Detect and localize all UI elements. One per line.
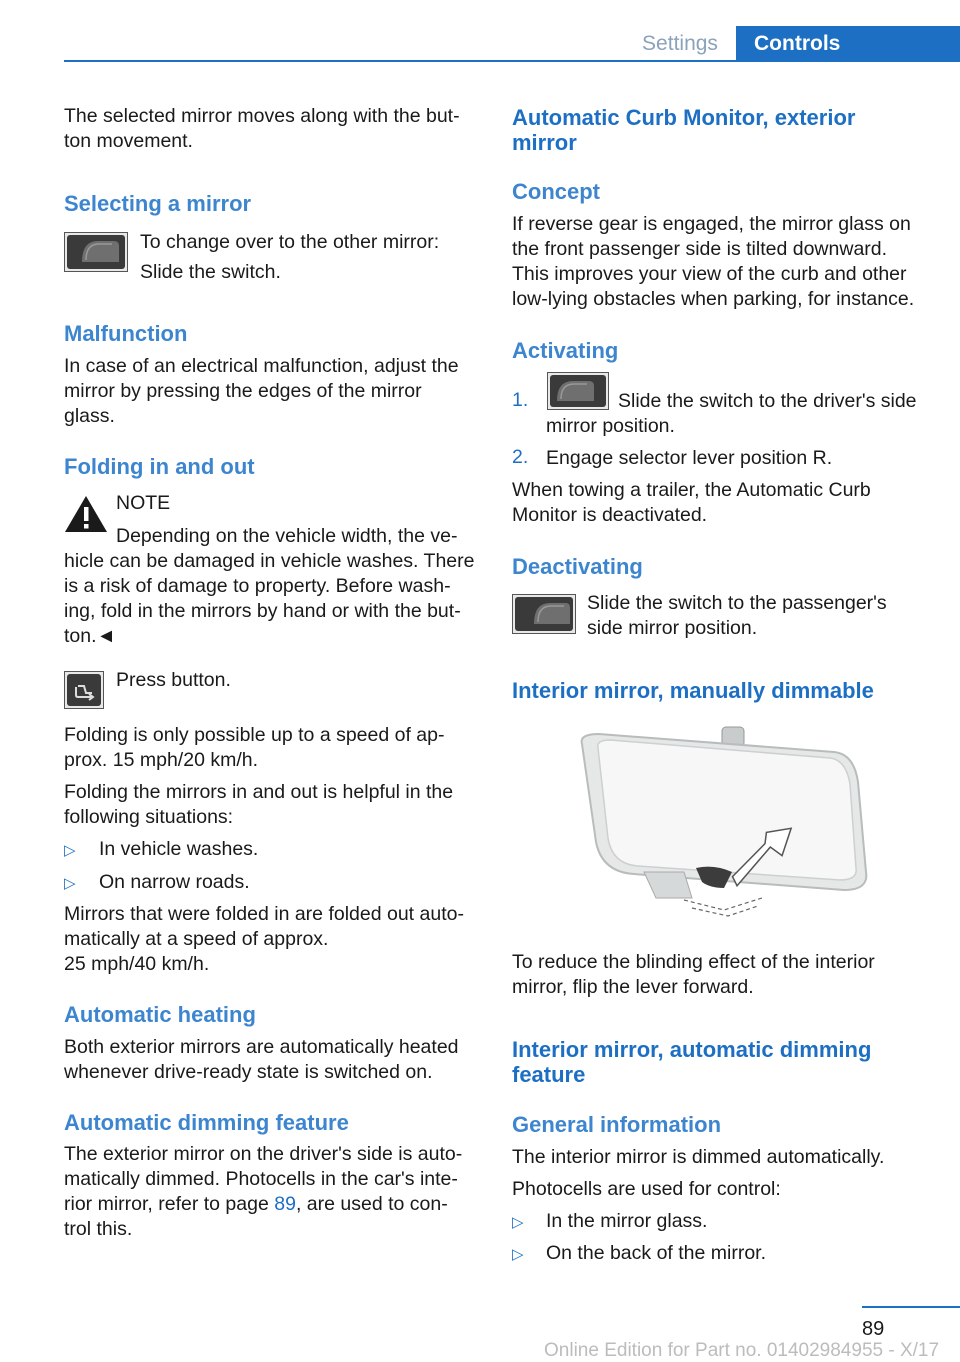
bullet-marker: ▷ [64,875,76,892]
deactivating-heading: Deactivating [512,554,643,579]
concept-line-3: This improves your view of the curb and other [512,263,907,285]
deactivating-line-1: Slide the switch to the passenger's [587,592,887,614]
heating-line-2: whenever drive-ready state is switched on. [64,1061,433,1083]
tab-settings[interactable]: Settings [642,32,718,55]
mirror-switch-icon [547,372,609,410]
note-line-4: ing, fold in the mirrors by hand or with the but- [64,600,461,622]
auto-dimming-heading-line-1: Interior mirror, automatic dimming [512,1037,872,1062]
curb-heading-line-1: Automatic Curb Monitor, exterior [512,105,856,130]
folding-heading: Folding in and out [64,454,255,479]
general-info-heading: General information [512,1112,722,1137]
towing-line-1: When towing a trailer, the Automatic Curb [512,479,871,501]
edition-footer: Online Edition for Part no. 01402984955 - X/17 [544,1340,940,1361]
selecting-line-1: To change over to the other mirror: [140,231,440,253]
selecting-heading: Selecting a mirror [64,191,252,216]
concept-line-2: the front passenger side is tilted downward. [512,238,888,260]
bullet-marker: ▷ [64,842,76,859]
dimming-line-3 [64,1192,448,1217]
auto-fold-line-3: 25 mph/40 km/h. [64,953,210,975]
concept-heading: Concept [512,179,600,204]
malfunction-line-2: mirror by pressing the edges of the mirror [64,380,422,402]
step-2-text: Engage selector lever position R. [546,447,833,469]
step-2-number: 2. [512,446,529,468]
dimming-line-1: The exterior mirror on the driver's side is auto- [64,1143,463,1165]
mirror-switch-icon [64,232,128,272]
auto-fold-line-1: Mirrors that were folded in are folded out auto- [64,903,464,925]
malfunction-line-3: glass. [64,405,115,427]
intro-line-2: ton movement. [64,130,193,152]
mirror-switch-icon [512,594,576,634]
note-line-2: hicle can be damaged in vehicle washes. There [64,550,475,572]
manual-dimmable-heading: Interior mirror, manually dimmable [512,678,874,703]
general-line-2: Photocells are used for control: [512,1178,781,1200]
auto-dimming-heading-line-2: feature [512,1062,586,1087]
dimming-line-3-post: , are used to con- [295,1193,448,1215]
speed-line-1: Folding is only possible up to a speed of ap- [64,724,445,746]
note-line-5: ton.◄ [64,625,116,647]
helpful-line-2: following situations: [64,806,234,828]
auto-fold-line-2: matically at a speed of approx. [64,928,329,950]
heating-heading: Automatic heating [64,1002,256,1027]
manual-caption-line-2: mirror, flip the lever forward. [512,976,754,998]
interior-mirror-illustration [574,722,874,922]
helpful-line-1: Folding the mirrors in and out is helpful in the [64,781,454,803]
dimming-line-2: matically dimmed. Photocells in the car's inte- [64,1168,458,1190]
intro-line-1: The selected mirror moves along with the but- [64,105,460,127]
bullet-item-1: In vehicle washes. [99,838,259,860]
dimming-line-4: trol this. [64,1218,133,1240]
curb-heading-line-2: mirror [512,130,577,155]
selecting-line-2: Slide the switch. [140,261,281,283]
bullet-marker: ▷ [512,1214,524,1231]
heating-line-1: Both exterior mirrors are automatically heated [64,1036,459,1058]
general-line-1: The interior mirror is dimmed automatically. [512,1146,885,1168]
page-ref-link[interactable]: 89 [274,1193,296,1215]
dimming-heading: Automatic dimming feature [64,1110,349,1135]
step-1-number: 1. [512,389,529,411]
press-button-text: Press button. [116,669,231,691]
note-line-1: Depending on the vehicle width, the ve- [116,525,458,547]
bullet-marker: ▷ [512,1246,524,1263]
note-label: NOTE [116,492,171,514]
towing-line-2: Monitor is deactivated. [512,504,708,526]
malfunction-heading: Malfunction [64,321,188,346]
manual-caption-line-1: To reduce the blinding effect of the interior [512,951,875,973]
note-line-3: is a risk of damage to property. Before wash- [64,575,451,597]
malfunction-line-1: In case of an electrical malfunction, adjust the [64,355,459,377]
photocell-bullet-1: In the mirror glass. [546,1210,708,1232]
activating-heading: Activating [512,338,619,363]
fold-mirror-button-icon [64,671,104,709]
warning-icon [64,494,108,534]
page-number: 89 [862,1318,885,1340]
step-1-line-1: Slide the switch to the driver's side [618,390,917,412]
dimming-line-3-pre: rior mirror, refer to page [64,1193,275,1215]
footer-rule [862,1306,960,1308]
speed-line-2: prox. 15 mph/20 km/h. [64,749,259,771]
concept-line-4: low-lying obstacles when parking, for instance. [512,288,915,310]
deactivating-line-2: side mirror position. [587,617,758,639]
bullet-item-2: On narrow roads. [99,871,250,893]
step-1-line-2: mirror position. [546,415,675,437]
concept-line-1: If reverse gear is engaged, the mirror glass on [512,213,911,235]
photocell-bullet-2: On the back of the mirror. [546,1242,767,1264]
tab-controls[interactable]: Controls [736,26,960,62]
